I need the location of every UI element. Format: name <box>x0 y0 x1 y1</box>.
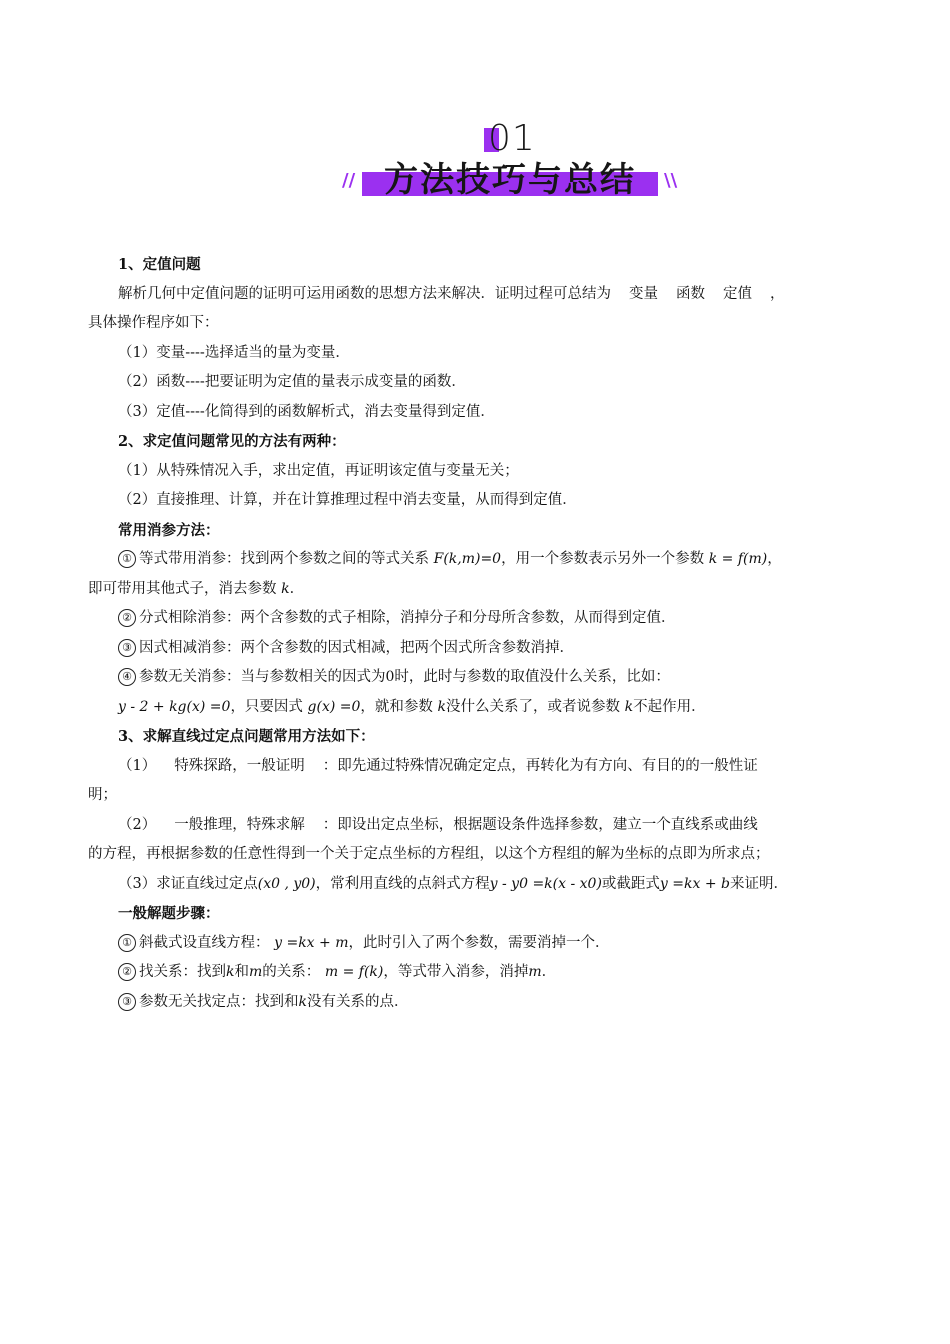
circled-number: ① <box>118 934 136 952</box>
list-item-solve3 <box>88 988 868 1018</box>
text: 等式带用消参：找到两个参数之间的等式关系 <box>139 551 429 567</box>
formula: k <box>437 698 447 715</box>
text: ，用一个参数表示另外一个参数 <box>501 551 705 567</box>
text: 时，此时与参数的取值没什么关系，比如： <box>394 669 670 685</box>
formula: k <box>226 964 235 980</box>
list-item-point1-cont: 明； <box>88 787 117 803</box>
heading-steps: 一般解题步骤： <box>118 905 220 922</box>
formula: F(k,m)=0 <box>433 551 502 567</box>
text: 参数无关消参：当与参数相关的因式为 <box>139 669 386 685</box>
text: 没有关系的点． <box>306 993 409 1010</box>
text: ，常利用直线的点斜式方程 <box>315 875 490 892</box>
heading-fixed-point: 3、求解直线过定点问题常用方法如下： <box>118 728 375 745</box>
text: 找关系：找到 <box>139 964 226 980</box>
list-item-step2: （2）函数----把要证明为定值的量表示成变量的函数． <box>118 374 466 390</box>
text: ：即先通过特殊情况确定定点，再转化为有方向、有目的的一般性证 <box>322 757 758 774</box>
list-item-point1 <box>88 752 868 782</box>
text: 参数无关找定点：找到和 <box>139 993 299 1010</box>
text: ：即设出定点坐标，根据题设条件选择参数，建立一个直线系或曲线 <box>322 816 758 833</box>
list-item-elim3 <box>88 634 868 664</box>
list-item-solve1 <box>88 929 868 959</box>
formula: g(x) =0 <box>307 698 361 715</box>
text: ，此时引入了两个参数，需要消掉一个． <box>348 934 610 951</box>
formula: m <box>248 964 263 980</box>
text: ，就和参数 <box>360 698 433 715</box>
list-item-point2-cont: 的方程，再根据参数的任意性得到一个关于定点坐标的方程组，以这个方程组的解为坐标的点即为所求点； <box>88 846 770 862</box>
list-item-step3: （3）定值----化简得到的函数解析式，消去变量得到定值． <box>118 403 495 420</box>
text: 即可带用其他式子，消去参数 <box>88 580 277 597</box>
formula: y - 2 + kg(x) =0 <box>118 698 231 715</box>
paragraph-intro-cont: 具体操作程序如下： <box>88 315 219 331</box>
list-item-method2: （2）直接推理、计算，并在计算推理过程中消去变量，从而得到定值． <box>118 492 577 508</box>
heading-elimination: 常用消参方法： <box>118 521 220 539</box>
slash-decoration-left: // <box>342 170 356 191</box>
section-header <box>0 110 950 210</box>
paragraph-intro <box>88 280 868 310</box>
word-variable: 变量 <box>629 285 658 302</box>
heading-two-methods: 2、求定值问题常见的方法有两种： <box>118 433 346 450</box>
text: ， <box>767 551 782 567</box>
circled-number: ④ <box>118 668 136 686</box>
list-item-point3 <box>88 870 868 900</box>
text: 解析几何中定值问题的证明可运用函数的思想方法来解决．证明过程可总结为 <box>118 285 611 302</box>
document-body <box>88 250 868 1017</box>
list-item-elim1-cont <box>88 575 868 605</box>
heading-fixed-value: 1、定值问题 <box>118 256 201 273</box>
text: 因式相减消参：两个含参数的因式相减，把两个因式所含参数消掉． <box>139 639 574 656</box>
circled-number: ② <box>118 963 136 981</box>
list-item-method1: （1）从特殊情况入手，求出定值，再证明该定值与变量无关； <box>118 462 519 479</box>
formula: 0 <box>385 669 395 685</box>
text: ，只要因式 <box>230 698 303 715</box>
circled-number: ③ <box>118 993 136 1011</box>
text: 斜截式设直线方程： <box>139 934 270 951</box>
text: （1） <box>118 757 157 774</box>
text: 或截距式 <box>601 875 660 892</box>
list-item-elim2 <box>88 604 868 634</box>
text-emphasis: 一般推理，特殊求解 <box>174 816 305 833</box>
circled-number: ③ <box>118 639 136 657</box>
text: ． <box>541 964 557 980</box>
formula: k <box>281 580 290 597</box>
text: （2） <box>118 816 157 833</box>
text: 分式相除消参：两个含参数的式子相除，消掉分子和分母所含参数，从而得到定值． <box>139 610 676 626</box>
formula: y =kx + b <box>659 875 730 892</box>
formula: m = f(k) <box>324 964 384 980</box>
list-item-step1: （1）变量----选择适当的量为变量． <box>118 344 350 361</box>
formula: y - y0 =k(x - x0) <box>489 875 602 892</box>
formula: k <box>624 698 634 715</box>
circled-number: ① <box>118 550 136 568</box>
list-item-elim4-example <box>88 693 868 723</box>
word-fixed: 定值 <box>723 285 752 302</box>
formula: y =kx + m <box>274 934 349 951</box>
formula: k <box>298 993 307 1010</box>
list-item-elim1 <box>88 545 868 575</box>
list-item-point2 <box>88 811 868 841</box>
slash-decoration-right: \\ <box>664 170 678 191</box>
formula: (x0 , y0) <box>257 875 316 892</box>
list-item-solve2 <box>88 958 868 988</box>
text: 不起作用． <box>633 698 706 715</box>
text: ，等式带入消参，消掉 <box>383 964 529 980</box>
text: ． <box>289 580 305 597</box>
text: ， <box>770 285 785 302</box>
formula: m <box>528 964 542 980</box>
word-function: 函数 <box>676 285 705 302</box>
text-emphasis: 特殊探路，一般证明 <box>174 757 305 774</box>
list-item-elim4 <box>88 663 868 693</box>
formula: k = f(m) <box>708 551 768 567</box>
section-title: 方法技巧与总结 <box>384 160 636 200</box>
text: 来证明． <box>729 875 788 892</box>
text: 的关系： <box>262 964 321 980</box>
section-number: 01 <box>488 118 536 159</box>
text: （3）求证直线过定点 <box>118 875 258 892</box>
text: 没什么关系了，或者说参数 <box>446 698 621 715</box>
text: 和 <box>234 964 249 980</box>
circled-number: ② <box>118 609 136 627</box>
